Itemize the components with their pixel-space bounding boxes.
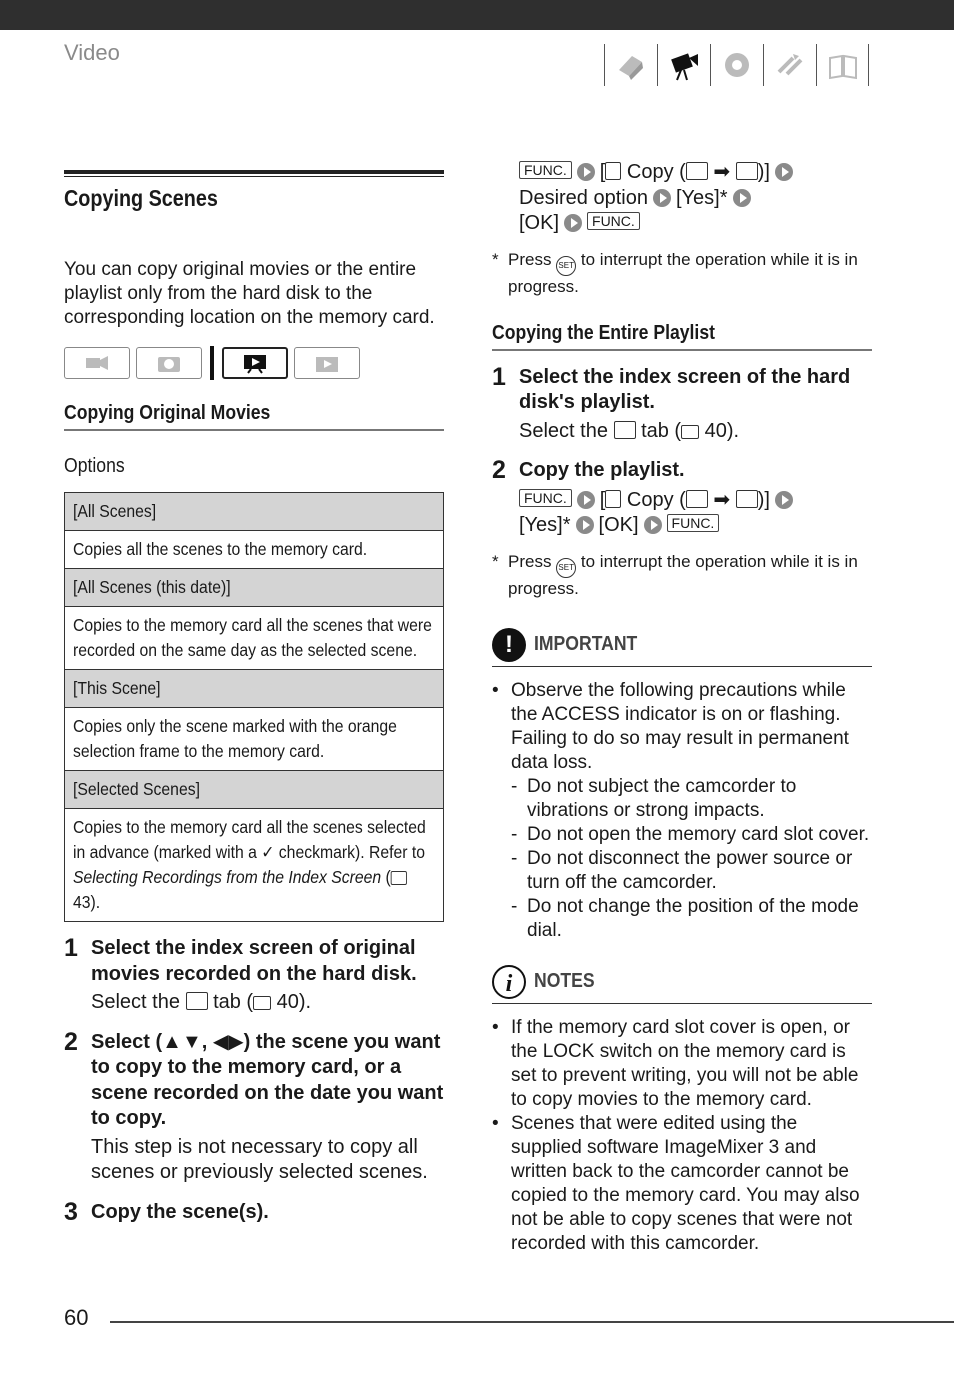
intro-text: You can copy original movies or the entire playlist only from the hard disk to the corresponding location on the memory card. (64, 259, 435, 328)
important-text: Observe the following precautions while the ACCESS indicator is on or flashing. Failing to do so may result in permanent data loss. (511, 679, 849, 773)
func-sequence-2 (492, 488, 872, 539)
option-desc-part: Copies to the memory card all the scenes selected in advance (marked with a (73, 817, 426, 862)
func-button-label: FUNC. (519, 489, 572, 507)
top-bar (0, 0, 954, 30)
option-row-desc (65, 809, 444, 922)
option-row-header (65, 493, 444, 531)
footer-rule (110, 1321, 954, 1323)
arrow-icon (644, 516, 662, 534)
option-row-header (65, 771, 444, 809)
page-number: 60 (64, 1305, 89, 1330)
movie-camera-icon (64, 347, 130, 379)
arrow-icon (775, 163, 793, 181)
set-button-icon: SET (556, 256, 576, 276)
set-button-icon: SET (556, 558, 576, 578)
asterisk: * (492, 249, 499, 269)
step-instruction (91, 1030, 444, 1132)
right-column (492, 160, 872, 1256)
seq-part: Copy ( (621, 161, 686, 183)
notes-label: NOTES (534, 970, 595, 992)
up-down-arrows-icon: ▲▼ (162, 1030, 202, 1053)
subhead-entire-playlist (492, 322, 872, 351)
seq-part: Desired option (519, 186, 648, 209)
option-row-desc (65, 708, 444, 771)
step-instruction: Copy the playlist. (519, 459, 685, 481)
note-part: Press (508, 551, 557, 571)
copy-menu-icon (605, 490, 621, 508)
note-item: • Scenes that were edited using the supplied software ImageMixer 3 and written back to the camcorder cannot be copied to the memory card. You may also not be able to copy scenes that were not recorded with this camcorder. (492, 1112, 872, 1256)
arrow-icon (564, 214, 582, 232)
important-icon: ! (492, 628, 526, 662)
step-instruction: Select the index screen of the hard disk's playlist. (519, 365, 851, 413)
hdd-icon (686, 162, 708, 180)
reference-title: Selecting Recordings from the Index Screen (73, 867, 382, 887)
playlist-step-1 (492, 362, 872, 445)
checkmark-icon: ✓ (261, 842, 275, 862)
options-table (64, 492, 444, 922)
playback-movie-icon (222, 347, 288, 379)
note-part: to interrupt the operation while it is in progress. (508, 551, 858, 598)
note-interrupt-1 (492, 249, 872, 298)
subhead-original-movies (64, 402, 444, 431)
arrow-icon (653, 189, 671, 207)
playback-photo-icon (294, 347, 360, 379)
step-instruction-part: Select ( (91, 1030, 163, 1053)
step-number: 2 (492, 456, 506, 484)
page-title: Copying Scenes (64, 185, 218, 211)
precaution-item: - Do not disconnect the power source or turn off the camcorder. (511, 847, 872, 895)
step-detail (519, 419, 872, 445)
arrow-icon (733, 189, 751, 207)
note-interrupt-2 (492, 551, 872, 600)
step-detail: This step is not necessary to copy all scenes or previously selected scenes. (91, 1135, 428, 1183)
arrow-icon (577, 163, 595, 181)
mode-tabs (64, 346, 444, 380)
step-number: 3 (64, 1197, 78, 1226)
subhead-entire-playlist-text: Copying the Entire Playlist (492, 321, 715, 344)
seq-part: )] (757, 161, 770, 183)
chapter-icons (604, 44, 869, 86)
step-3 (64, 1197, 444, 1226)
arrow-icon (775, 491, 793, 509)
playlist-step-2 (492, 458, 872, 484)
options-label: Options (64, 455, 125, 477)
arrow-icon (576, 516, 594, 534)
seq-part: [Yes]* (675, 186, 728, 209)
index-tab-icon (614, 421, 636, 439)
photo-icon (710, 44, 763, 86)
note-part: Press (508, 249, 557, 269)
notes-header (492, 965, 872, 1004)
precaution-item: - Do not subject the camcorder to vibrations or strong impacts. (511, 775, 872, 823)
important-item (492, 679, 872, 943)
left-right-arrows-icon: ◀▶ (212, 1030, 244, 1053)
arrow-icon (577, 491, 595, 509)
additional-info-icon (816, 44, 869, 86)
index-tab-icon (186, 992, 208, 1010)
seq-part: [OK] (598, 514, 639, 536)
seq-part: [ (599, 161, 606, 183)
seq-part: [ (599, 488, 606, 511)
seq-part: [OK] (519, 212, 560, 234)
func-sequence-1 (492, 160, 872, 237)
option-name: [All Scenes] (73, 501, 157, 521)
step-number: 1 (64, 934, 78, 962)
option-desc: Copies only the scene marked with the orange selection frame to the memory card. (73, 716, 397, 761)
important-list (492, 679, 872, 943)
mode-divider (210, 346, 214, 380)
info-icon: i (492, 965, 526, 999)
important-label: IMPORTANT (534, 633, 638, 655)
copy-menu-icon (605, 162, 621, 180)
option-desc: Copies to the memory card all the scenes that were recorded on the same day as the selected scene. (73, 615, 432, 660)
book-icon (681, 425, 699, 439)
note-item: • If the memory card slot cover is open, or the LOCK switch on the memory card is set to prevent writing, you will not be able to copy movies to the memory card. (492, 1016, 872, 1112)
option-desc-part: 43). (73, 892, 101, 912)
book-icon (391, 871, 407, 885)
step-detail-part: tab ( (207, 991, 254, 1013)
step-detail-part: 40). (271, 991, 312, 1013)
step-detail-part: Select the (519, 419, 614, 442)
seq-part: Copy ( (621, 488, 686, 511)
step-2 (64, 1027, 444, 1186)
func-button-label: FUNC. (587, 212, 640, 230)
hdd-icon (686, 490, 708, 508)
step-detail-part: 40). (699, 419, 740, 442)
option-desc: Copies all the scenes to the memory card. (73, 539, 368, 559)
precaution-item: - Do not change the position of the mode dial. (511, 895, 872, 943)
notes-list (492, 1016, 872, 1256)
func-button-label: FUNC. (519, 161, 572, 179)
photo-camera-icon (136, 347, 202, 379)
arrow-right-icon: ➡ (707, 161, 736, 183)
option-name: [This Scene] (73, 678, 161, 698)
intro-icon (604, 44, 657, 86)
title-rule (64, 170, 444, 177)
option-row-header (65, 670, 444, 708)
step-detail-part: tab ( (635, 419, 682, 442)
option-row-desc (65, 607, 444, 670)
option-row-header (65, 569, 444, 607)
note-part: to interrupt the operation while it is in progress. (508, 249, 858, 296)
option-row-desc (65, 531, 444, 569)
option-desc (73, 815, 435, 915)
step-instruction-part: ) the scene you want to copy to the memory card, or a scene recorded on the date you want to copy. (91, 1030, 444, 1129)
option-name: [Selected Scenes] (73, 779, 200, 799)
precautions-list (511, 775, 872, 943)
option-name: [All Scenes (this date)] (73, 577, 231, 597)
func-button-label: FUNC. (667, 514, 720, 532)
seq-part: [Yes]* (519, 514, 571, 536)
precaution-item: - Do not open the memory card slot cover. (511, 823, 872, 847)
important-header (492, 628, 872, 667)
step-1 (64, 936, 444, 1016)
option-desc-part: checkmark). Refer to (274, 842, 425, 862)
step-instruction: Copy the scene(s). (91, 1200, 269, 1223)
left-column (64, 170, 444, 1225)
asterisk: * (492, 551, 499, 571)
external-connections-icon (763, 44, 816, 86)
arrow-right-icon: ➡ (707, 488, 736, 511)
subhead-original-movies-text: Copying Original Movies (64, 402, 271, 424)
step-instruction-part: , (201, 1030, 213, 1053)
step-number: 1 (492, 362, 506, 391)
step-instruction: Select the index screen of original movies recorded on the hard disk. (91, 937, 417, 985)
step-detail (91, 990, 444, 1016)
sd-card-icon (736, 162, 758, 180)
option-desc-part: ( (381, 867, 391, 887)
step-number: 2 (64, 1027, 78, 1056)
book-icon (253, 996, 271, 1010)
video-icon (657, 44, 710, 86)
sd-card-icon (736, 490, 758, 508)
seq-part: )] (757, 488, 770, 511)
step-detail-part: Select the (91, 991, 186, 1013)
section-label: Video (64, 40, 120, 65)
